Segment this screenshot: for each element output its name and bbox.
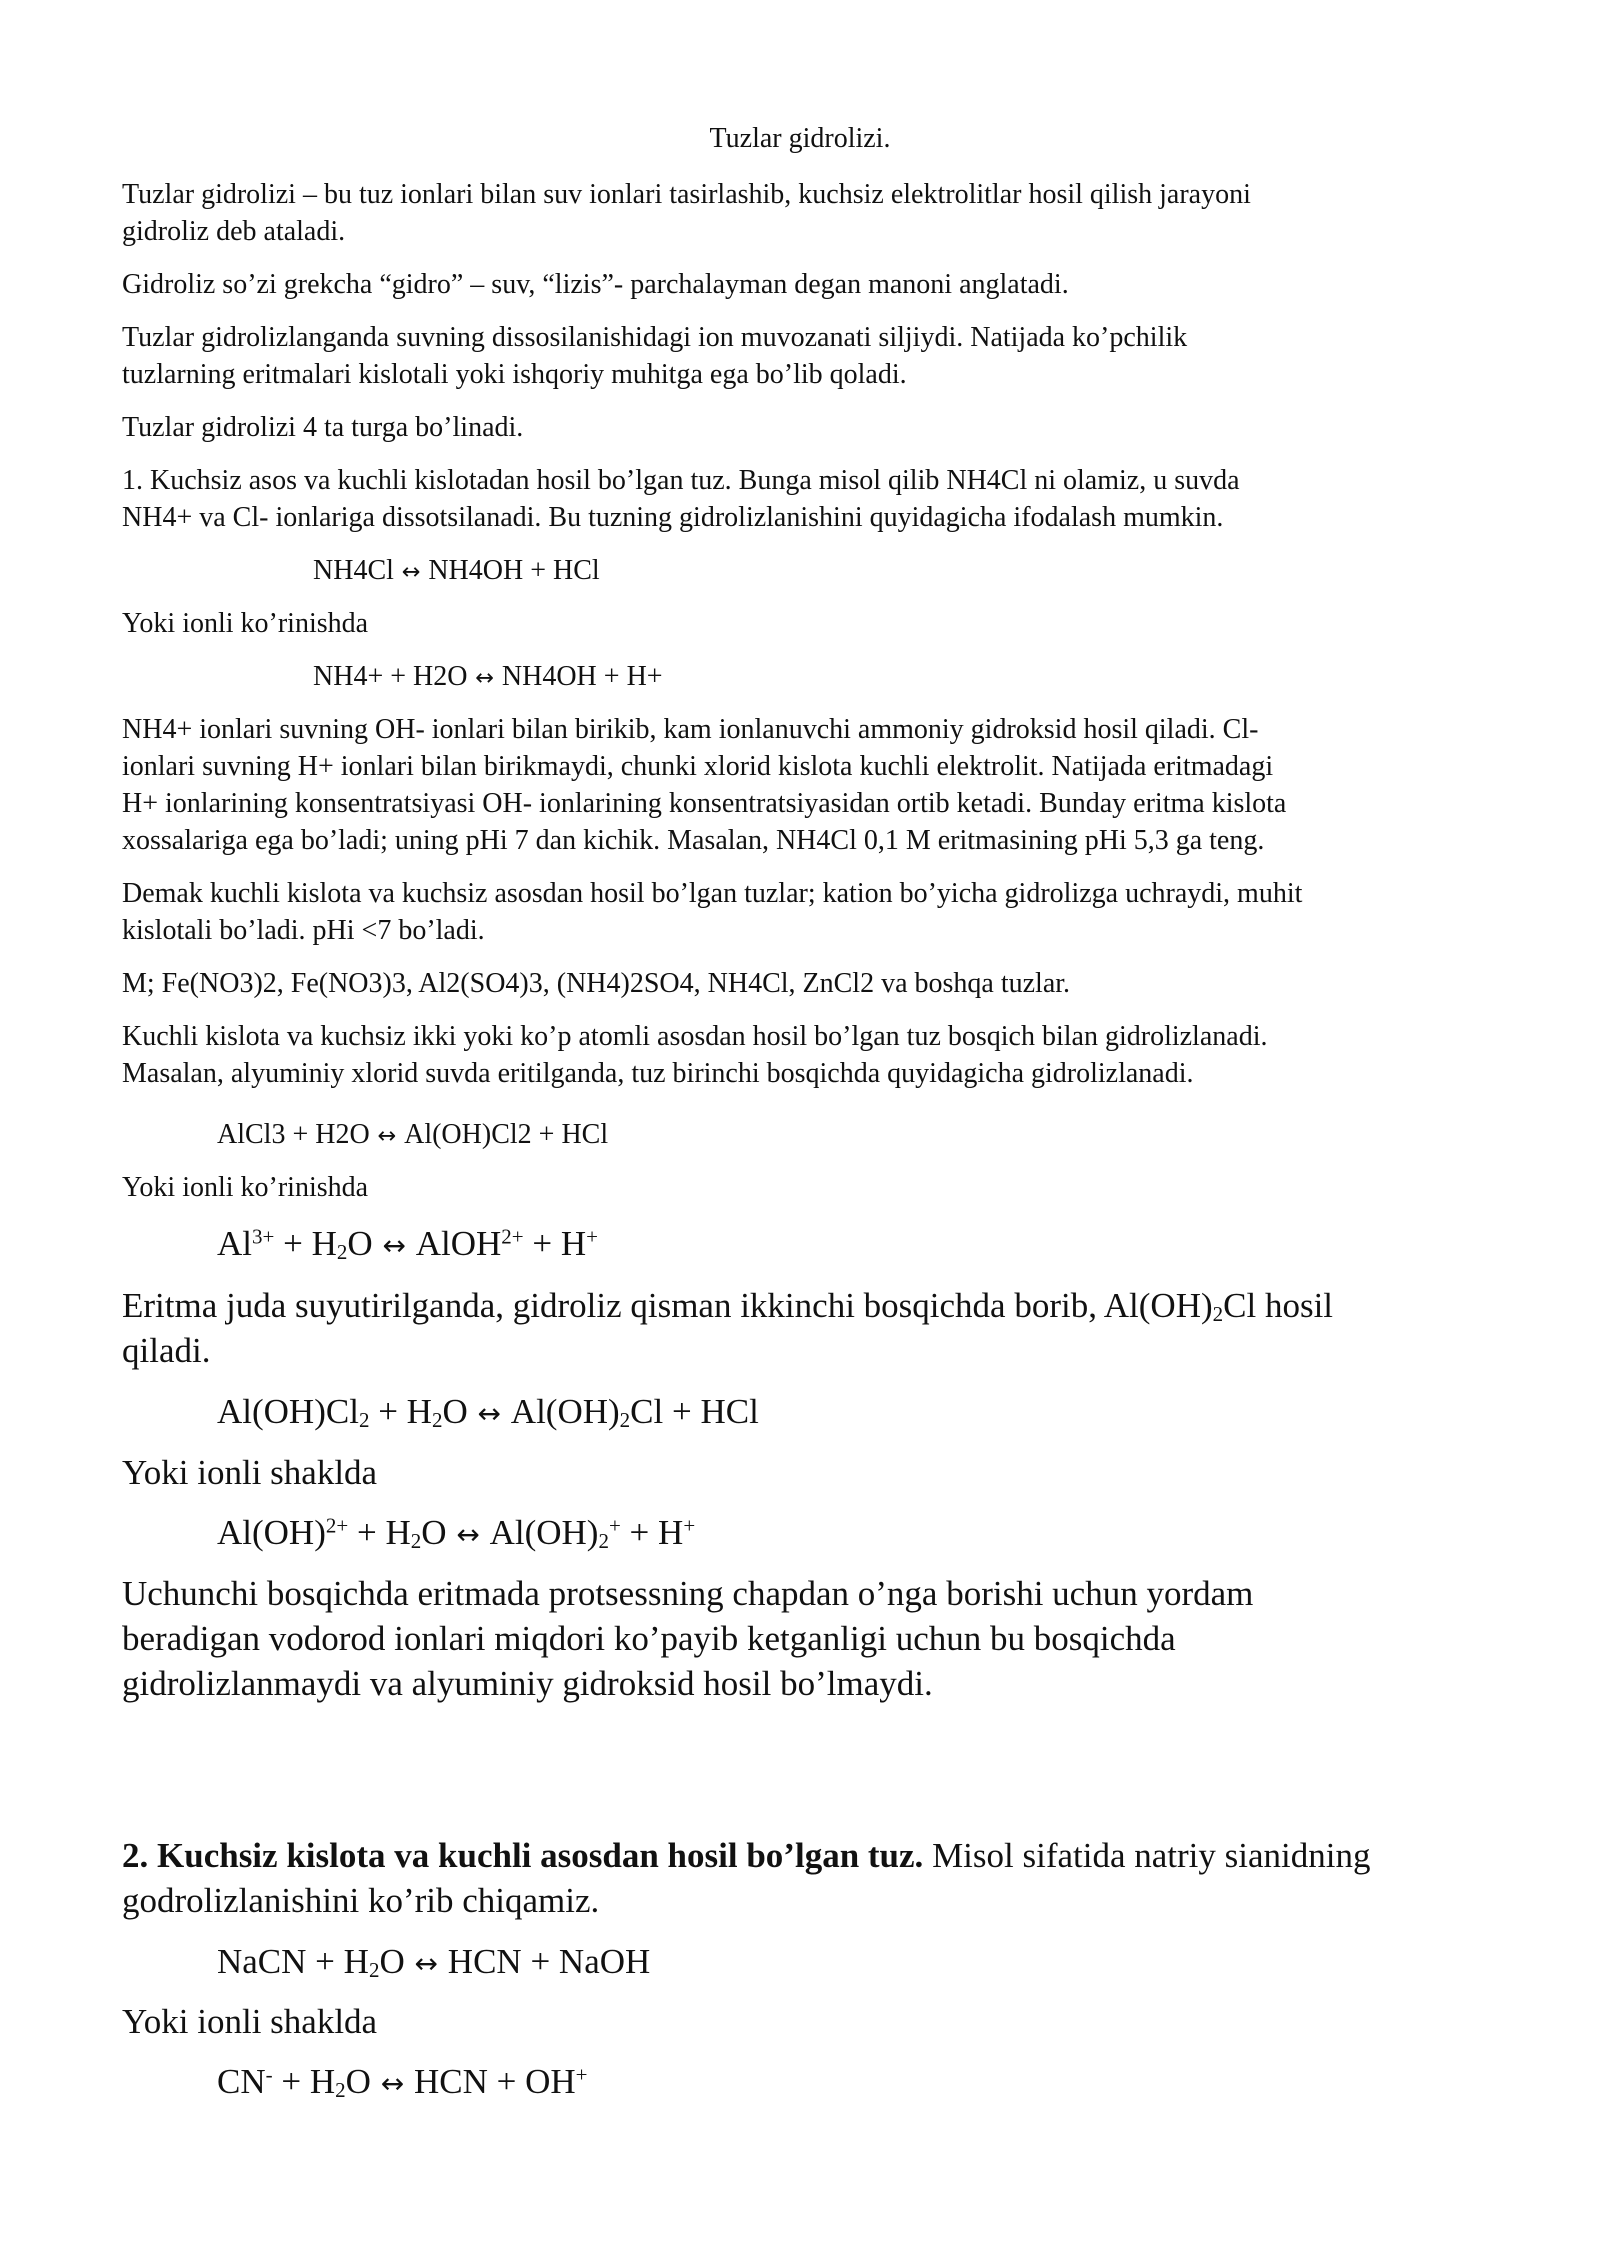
reversible-arrow-icon: ↔ — [414, 1947, 438, 1980]
label-ionic-form-3: Yoki ionli shaklda — [122, 1453, 378, 1492]
paragraph-definition-line-1: Tuzlar gidrolizi – bu tuz ionlari bilan suv ionlari tasirlashib, kuchsiz elektrolitlar hosil qilish jarayoni — [122, 179, 1251, 210]
paragraph-third-step-line-3: gidrolizlanmaydi va alyuminiy gidroksid hosil bo’lmaydi. — [122, 1664, 933, 1703]
paragraph-etymology: Gidroliz so’zi grekcha “gidro” – suv, “lizis”- parchalayman degan manoni anglatadi. — [122, 269, 1069, 300]
paragraph-conclusion-line-2: kislotali bo’ladi. pHi <7 bo’ladi. — [122, 915, 485, 946]
equation-alcl3-molecular: AlCl3 + H2O ↔ Al(OH)Cl2 + HCl — [217, 1119, 609, 1150]
reversible-arrow-icon: ↔ — [401, 559, 421, 585]
paragraph-stepwise-line-2: Masalan, alyuminiy xlorid suvda eritilganda, tuz birinchi bosqichda quyidagicha gidrolizlanadi. — [122, 1058, 1194, 1089]
paragraph-examples: M; Fe(NO3)2, Fe(NO3)3, Al2(SO4)3, (NH4)2SO4, NH4Cl, ZnCl2 va boshqa tuzlar. — [122, 968, 1071, 999]
paragraph-stepwise-line-1: Kuchli kislota va kuchsiz ikki yoki ko’p atomli asosdan hosil bo’lgan tuz bosqich bilan gidrolizlanadi. — [122, 1021, 1268, 1052]
page-title: Tuzlar gidrolizi. — [709, 123, 891, 154]
paragraph-dilution-line-1: Eritma juda suyutirilganda, gidroliz qisman ikkinchi bosqichda borib, $Al(OH)_2Cl$ hosil — [122, 1286, 1334, 1327]
paragraph-definition-line-2: gidroliz deb ataladi. — [122, 216, 346, 247]
paragraph-types: Tuzlar gidrolizi 4 ta turga bo’linadi. — [122, 412, 524, 443]
paragraph-type1-line-1: 1. Kuchsiz asos va kuchli kislotadan hosil bo’lgan tuz. Bunga misol qilib NH4Cl ni olamiz, u suvda — [122, 465, 1240, 496]
section-heading-type2: 2. Kuchsiz kislota va kuchli asosdan hosil bo’lgan tuz. Misol sifatida natriy sianidning — [122, 1836, 1371, 1875]
paragraph-third-step-line-1: Uchunchi bosqichda eritmada protsessning chapdan o’nga borishi uchun yordam — [122, 1574, 1254, 1613]
label-ionic-form-4: Yoki ionli shaklda — [122, 2002, 378, 2041]
paragraph-explanation-line-1: NH4+ ionlari suvning OH- ionlari bilan birikib, kam ionlanuvchi ammoniy gidroksid hosil qiladi. Cl- — [122, 714, 1259, 745]
section-heading-bold: 2. Kuchsiz kislota va kuchli asosdan hosil bo’lgan tuz. — [122, 1836, 924, 1875]
reversible-arrow-icon: ↔ — [380, 2067, 405, 2100]
paragraph-type1-line-2: NH4+ va Cl- ionlariga dissotsilanadi. Bu tuzning gidrolizlanishini quyidagicha ifodalash mumkin. — [122, 502, 1224, 533]
label-ionic-form-1: Yoki ionli ko’rinishda — [122, 608, 369, 639]
paragraph-equilibrium-line-2: tuzlarning eritmalari kislotali yoki ishqoriy muhitga ega bo’lib qoladi. — [122, 359, 907, 390]
equation-nacn-molecular: NaCN + $H_2O$ ↔ HCN + NaOH — [217, 1942, 651, 1983]
section-type2-line-2: godrolizlanishini ko’rib chiqamiz. — [122, 1881, 600, 1920]
reversible-arrow-icon: ↔ — [382, 1229, 406, 1262]
paragraph-conclusion-line-1: Demak kuchli kislota va kuchsiz asosdan hosil bo’lgan tuzlar; kation bo’yicha gidrolizga uchraydi, muhit — [122, 878, 1303, 909]
paragraph-explanation-line-2: ionlari suvning H+ ionlari bilan birikmaydi, chunki xlorid kislota kuchli elektrolit. Natijada eritmadagi — [122, 751, 1274, 782]
equation-nh4cl-molecular: NH4Cl ↔ NH4OH + HCl — [313, 555, 600, 586]
equation-nh4-ionic: NH4+ + H2O ↔ NH4OH + H+ — [313, 661, 663, 692]
reversible-arrow-icon: ↔ — [377, 1123, 397, 1149]
paragraph-explanation-line-3: H+ ionlarining konsentratsiyasi OH- ionlarining konsentratsiyasidan ortib ketadi. Bunday eritma kislota — [122, 788, 1287, 819]
paragraph-explanation-line-4: xossalariga ega bo’ladi; uning pHi 7 dan kichik. Masalan, NH4Cl 0,1 M eritmasining pHi 5,3 ga teng. — [122, 825, 1265, 856]
paragraph-equilibrium-line-1: Tuzlar gidrolizlanganda suvning dissosilanishidagi ion muvozanati siljiydi. Natijada ko’pchilik — [122, 322, 1188, 353]
equation-cn-ionic: $CN^- + H_2O$ ↔ HCN + OH+ — [217, 2062, 588, 2103]
equation-second-step-molecular: $Al(OH)Cl_2 + H_2O$ ↔ $Al(OH)_2Cl$ + HCl — [217, 1392, 759, 1433]
equation-al3-ionic: $Al^{3+} + H_2O$ ↔ AlOH$^{2+}$ + H+ — [217, 1224, 598, 1265]
label-ionic-form-2: Yoki ionli ko’rinishda — [122, 1172, 369, 1203]
reversible-arrow-icon: ↔ — [475, 665, 495, 691]
reversible-arrow-icon: ↔ — [477, 1397, 501, 1430]
reversible-arrow-icon: ↔ — [456, 1518, 480, 1551]
equation-second-step-ionic: $Al(OH)^{2+} + H_2O$ ↔ $Al(OH)_2^+ + H^+$ — [217, 1513, 696, 1554]
paragraph-dilution-line-2: qiladi. — [122, 1331, 211, 1370]
paragraph-third-step-line-2: beradigan vodorod ionlari miqdori ko’payib ketganligi uchun bu bosqichda — [122, 1619, 1176, 1658]
